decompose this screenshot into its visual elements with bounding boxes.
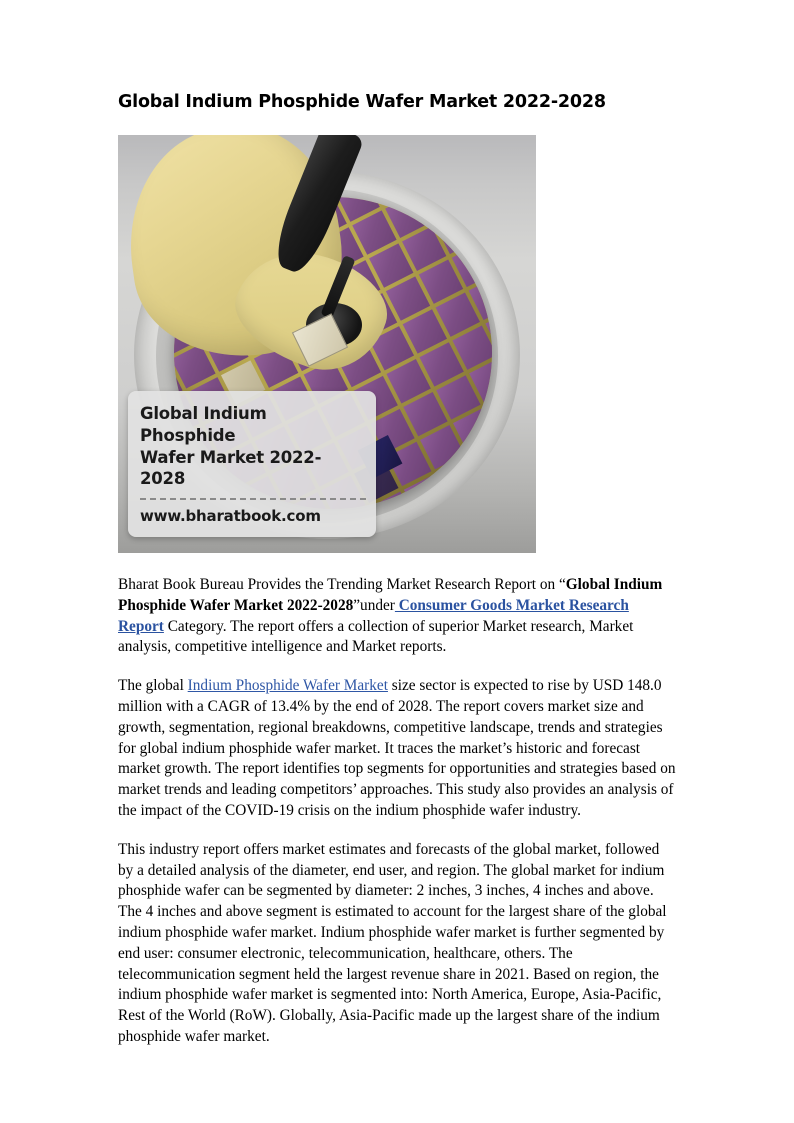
image-caption-line-2: Wafer Market 2022-2028 — [140, 447, 322, 489]
report-name-bold: Global Indium Phosphide Wafer Market 2022-2028 — [118, 576, 663, 614]
indium-phosphide-wafer-market-link[interactable]: Indium Phosphide Wafer Market — [187, 677, 388, 695]
caption-divider — [140, 498, 366, 500]
page-title: Global Indium Phosphide Wafer Market 2022-2028 — [118, 92, 606, 112]
paragraph-intro — [118, 575, 676, 658]
market-text-2: size sector is expected to rise by USD 148.0 million with a CAGR of 13.4% by the end of 2028. The report covers market size and growth, segmentation, regional breakdowns, competitive landscape, trends and strategies for global indium phosphide wafer market. It traces the market’s historic and forecast market growth. The report identifies top segments for opportunities and strategies based on market trends and leading competitors’ approaches. This study also provides an analysis of the impact of the COVID-19 crisis on the indium phosphide wafer industry. — [118, 677, 676, 819]
paragraph-market-size — [118, 676, 676, 822]
document-content — [118, 92, 676, 1066]
intro-text-3: Category. The report offers a collection of superior Market research, Market analysis, competitive intelligence and Market reports. — [118, 617, 634, 656]
intro-text-1: Bharat Book Bureau Provides the Trending Market Research Report on “ — [118, 576, 566, 593]
image-caption-url: www.bharatbook.com — [140, 507, 321, 526]
paragraph-segmentation: This industry report offers market estimates and forecasts of the global market, followed by a detailed analysis of the diameter, end user, and region. The global market for indium phosphide wafer can be segmented by diameter: 2 inches, 3 inches, 4 inches and above. The 4 inches and above segment is estimated to account for the largest share of the global indium phosphide wafer market. Indium phosphide wafer market is further segmented by end user: consumer electronic, telecommunication, healthcare, others. The telecommunication segment held the largest revenue share in 2021. Based on region, the indium phosphide wafer market is segmented into: North America, Europe, Asia-Pacific, Rest of the World (RoW). Globally, Asia-Pacific made up the largest share of the indium phosphide wafer market. — [118, 840, 667, 1045]
indium-phosphide-wafer-photo — [118, 135, 536, 553]
intro-text-2: ”under — [353, 596, 395, 614]
consumer-goods-category-link[interactable]: Consumer Goods Market Research Report — [118, 596, 629, 635]
image-caption-box — [128, 391, 376, 537]
market-text-1: The global — [118, 677, 188, 695]
image-caption-line-1: Global Indium Phosphide — [140, 404, 267, 445]
